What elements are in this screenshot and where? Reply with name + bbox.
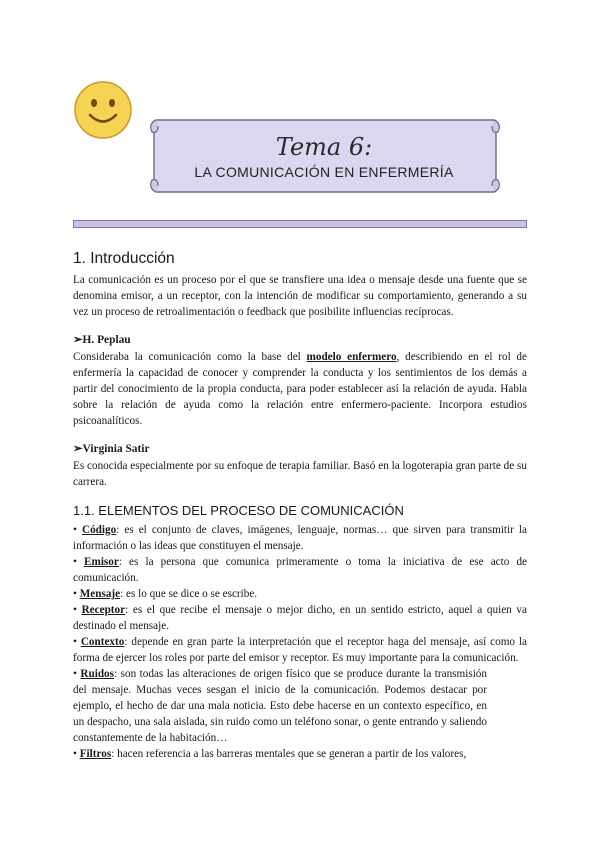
peplau-heading: ➢H. Peplau — [73, 334, 131, 346]
list-item-contexto: • Contexto: depende en gran parte la interpretación que el receptor haga del mensaje, así como la forma de ejercer los roles por parte del emisor y receptor. Es muy importante para la comunicación. — [73, 636, 527, 664]
document-body — [73, 248, 527, 762]
banner-title: Tema 6: — [275, 133, 373, 161]
peplau-paragraph: Consideraba la comunicación como la base del modelo enfermero, describiendo en el rol de enfermería la capacidad de conocer y comprender la conducta y los sentimientos de los demás a partir del conocimiento de la propia conducta, para poder establecer así la relación de ayuda. Habla sobre la relación de ayuda como la relación entre enfermero-paciente. Incorpora estudios psicoanalíticos. — [73, 351, 527, 427]
bullet-icon: • — [73, 556, 85, 568]
bullet-icon: • — [73, 748, 80, 760]
elements-heading: 1.1. ELEMENTOS DEL PROCESO DE COMUNICACIÓN — [73, 503, 404, 518]
satir-paragraph: Es conocida especialmente por su enfoque de terapia familiar. Basó en la logoterapia gran parte de su carrera. — [73, 460, 527, 488]
list-item-filtros: • Filtros: hacen referencia a las barreras mentales que se generan a partir de los valores, — [73, 748, 467, 760]
satir-heading: ➢Virginia Satir — [73, 443, 150, 455]
modelo-enfermero-term: modelo enfermero — [306, 351, 397, 363]
bullet-icon: • — [73, 604, 82, 616]
smiley-face-icon — [73, 80, 133, 140]
bullet-icon: • — [73, 636, 81, 648]
bullet-icon: • — [73, 668, 81, 680]
intro-heading: 1. Introducción — [73, 250, 175, 267]
bullet-icon: • — [73, 588, 80, 600]
banner-subtitle: LA COMUNICACIÓN EN ENFERMERÍA — [194, 164, 454, 180]
list-item-emisor: • Emisor: es la persona que comunica primeramente o toma la iniciativa de ese acto de comunicación. — [73, 556, 527, 584]
list-item-receptor: • Receptor: es el que recibe el mensaje o mejor dicho, en un sentido estricto, aquel a quien va destinado el mensaje. — [73, 604, 527, 632]
section-divider — [73, 220, 527, 228]
list-item-ruidos: • Ruidos: son todas las alteraciones de origen físico que se produce durante la transmisión del mensaje. Muchas veces sesgan el inicio de la comunicación. Podemos destacar por ejemplo, el hecho de dar una mala noticia. Esto debe hacerse en un contexto específico, en un despacho, una sala aislada, sin ruido como un teléfono sonar, o gente entrando y saliendo constantemente de la habitación… — [73, 668, 487, 744]
list-item-codigo: • Código: es el conjunto de claves, imágenes, lenguaje, normas… que sirven para transmitir la información o las ideas que constituyen el mensaje. — [73, 524, 528, 552]
bullet-icon: • — [73, 524, 82, 536]
intro-paragraph: La comunicación es un proceso por el que se transfiere una idea o mensaje desde una fuente que se denomina emisor, a un receptor, con la intención de modificar su comportamiento, generando a su vez un proceso de retroalimentación o feedback que posibilite influencias recíprocas. — [73, 274, 527, 318]
list-item-mensaje: • Mensaje: es lo que se dice o se escribe. — [73, 588, 258, 600]
